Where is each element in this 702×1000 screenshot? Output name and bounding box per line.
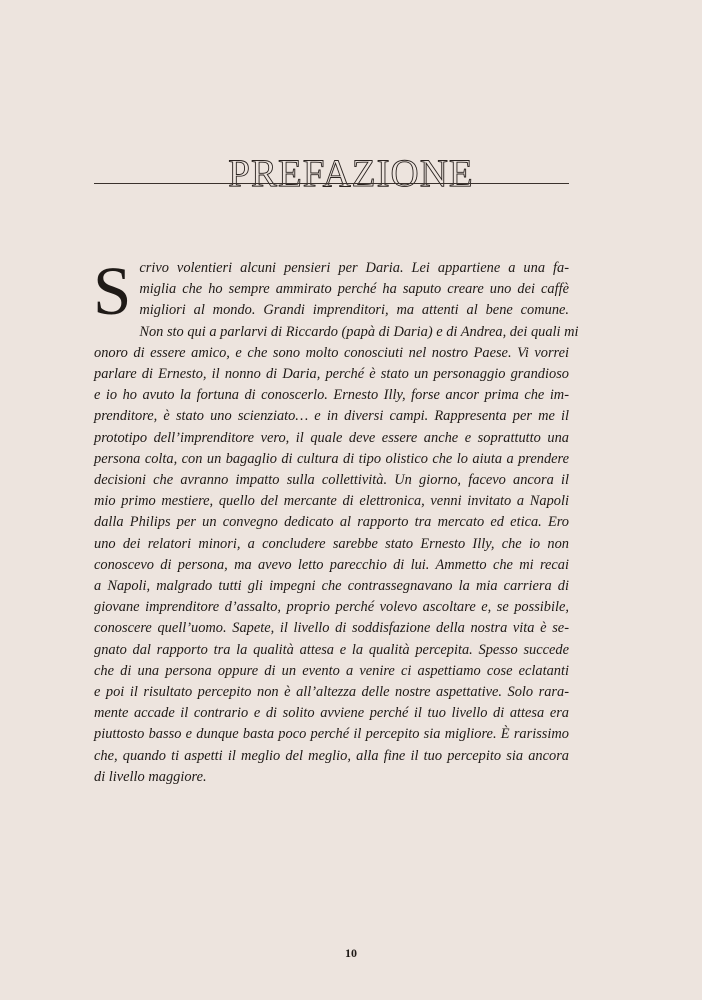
preface-body <box>93 253 579 788</box>
body-line: decisioni che avranno impatto sulla collettività. Un giorno, facevo ancora il <box>94 472 569 489</box>
body-line: Non sto qui a parlarvi di Riccardo (papà di Daria) e di Andrea, dei quali mi <box>139 323 579 340</box>
body-line: crivo volentieri alcuni pensieri per Daria. Lei appartiene a una fa- <box>139 260 569 276</box>
body-line: conoscevo di persona, ma avevo letto parecchio di lui. Ammetto che mi recai <box>94 556 569 573</box>
body-line: prenditore, è stato uno scienziato… e in diversi campi. Rappresenta per me il <box>94 408 569 425</box>
body-line: che, quando ti aspetti il meglio del meglio, alla fine il tuo percepito sia ancora <box>94 747 569 764</box>
body-line: miglia che ho sempre ammirato perché ha saputo creare uno dei caffè <box>139 281 569 298</box>
page-title: PREFAZIONE <box>228 152 474 196</box>
body-line: prototipo dell’imprenditore vero, il quale deve essere anche e soprattutto una <box>94 429 569 446</box>
body-line: e poi il risultato percepito non è all’altezza delle nostre aspettative. Solo rara- <box>94 684 569 701</box>
title-divider <box>94 183 569 184</box>
body-line: migliori al mondo. Grandi imprenditori, ma attenti al bene comune. <box>139 302 569 319</box>
body-line: dalla Philips per un convegno dedicato al rapporto tra mercato ed etica. Ero <box>94 514 569 531</box>
body-line: onoro di essere amico, e che sono molto conosciuti nel nostro Paese. Vi vorrei <box>94 344 569 361</box>
body-line: persona colta, con un bagaglio di cultura di tipo olistico che lo aiuta a prendere <box>94 450 569 467</box>
body-line: gnato dal rapporto tra la qualità attesa e la qualità percepita. Spesso succede <box>94 641 569 658</box>
body-line: che di una persona oppure di un evento a venire ci aspettiamo cose eclatanti <box>94 662 569 679</box>
body-line: piuttosto basso e dunque basta poco perché il percepito sia migliore. È rarissimo <box>94 726 569 743</box>
body-line: parlare di Ernesto, il nonno di Daria, perché è stato un personaggio grandioso <box>94 366 569 383</box>
page-number: 10 <box>345 946 357 960</box>
body-line: giovane imprenditore d’assalto, proprio perché volevo ascoltare e, se possibile, <box>94 599 569 616</box>
body-line: uno dei relatori minori, a concludere sarebbe stato Ernesto Illy, che io non <box>94 535 569 552</box>
body-line: conoscere quell’uomo. Sapete, il livello di soddisfazione della nostra vita è se- <box>94 620 569 637</box>
body-line: di livello maggiore. <box>94 768 207 785</box>
body-line: e io ho avuto la fortuna di conoscerlo. Ernesto Illy, forse ancor prima che im- <box>94 387 569 404</box>
body-line: mente accade il contrario e di solito avviene perché il tuo livello di attesa era <box>94 705 569 722</box>
drop-cap: S <box>93 253 132 329</box>
body-line: mio primo mestiere, quello del mercante di elettronica, venni invitato a Napoli <box>94 493 569 510</box>
body-line: a Napoli, malgrado tutti gli impegni che contrassegnavano la mia carriera di <box>94 578 569 595</box>
